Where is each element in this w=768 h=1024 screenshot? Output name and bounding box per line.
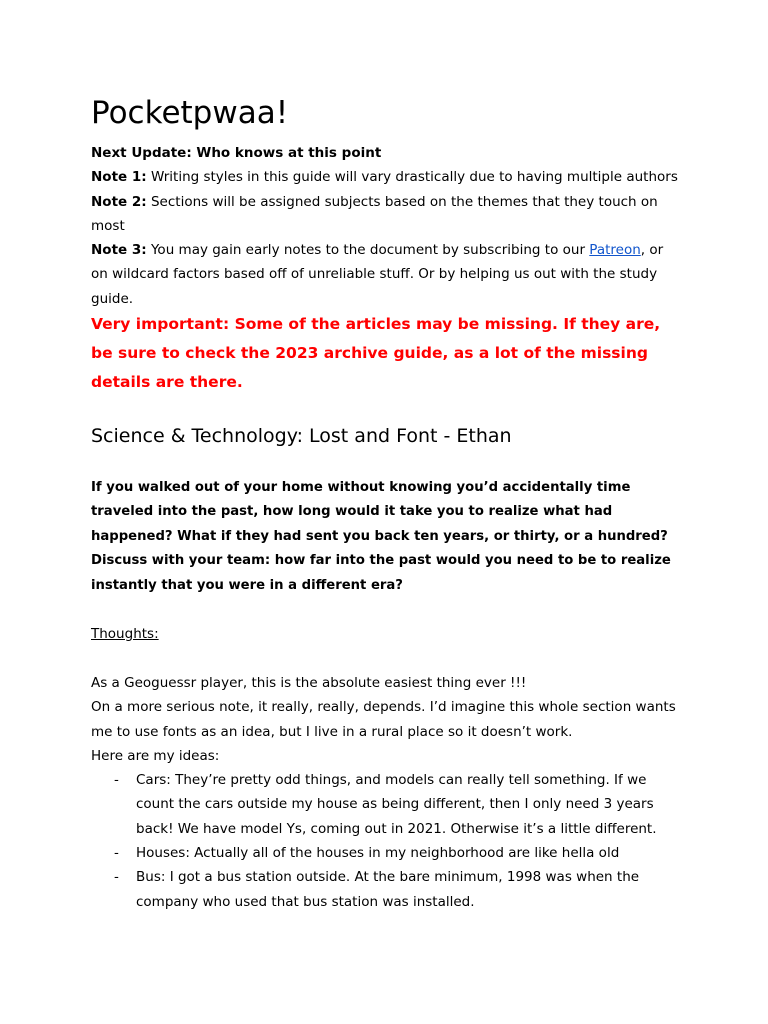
ideas-list: [91, 768, 681, 914]
list-marker: -: [114, 772, 119, 789]
list-marker: -: [114, 869, 119, 886]
list-item: [91, 865, 681, 914]
note-2-text: Sections will be assigned subjects based on the themes that they touch on most: [91, 193, 658, 234]
note-1-text: Writing styles in this guide will vary drastically due to having multiple authors: [146, 169, 678, 186]
idea-houses: Houses: Actually all of the houses in my neighborhood are like hella old: [136, 845, 620, 862]
list-item: [91, 768, 681, 841]
section-heading: Science & Technology: Lost and Font - Ethan: [91, 425, 512, 447]
idea-cars: Cars: They’re pretty odd things, and models can really tell something. If we count the cars outside my house as being different, then I only need 3 years back! We have model Ys, coming out in 2021. Otherwise it’s a little different.: [136, 772, 657, 837]
note-1-label: Note 1:: [91, 169, 147, 186]
note-2: [91, 190, 681, 239]
note-2-label: Note 2:: [91, 193, 147, 210]
section-prompt: If you walked out of your home without knowing you’d accidentally time traveled into the past, how long would it take you to realize what had happened? What if they had sent you back ten years, or thirty, or a hundred? Discuss with your team: how far into the past would you need to be to realize instantly that you were in a different era?: [91, 480, 671, 593]
note-3-text-before: You may gain early notes to the document by subscribing to our: [146, 242, 590, 259]
list-item: [91, 841, 681, 865]
next-update-text: Next Update: Who knows at this point: [91, 145, 382, 161]
next-update-line: [91, 141, 681, 165]
note-3: [91, 238, 681, 311]
paragraph-geoguessr: As a Geoguessr player, this is the absolute easiest thing ever !!!: [91, 675, 527, 691]
paragraph-serious-note: On a more serious note, it really, really, depends. I’d imagine this whole section wants me to use fonts as an idea, but I live in a rural place so it doesn’t work.: [91, 699, 676, 740]
notes-block: [91, 141, 681, 311]
document-title: Pocketpwaa!: [91, 95, 289, 131]
thoughts-label: Thoughts:: [91, 626, 159, 642]
paragraph-ideas-intro: Here are my ideas:: [91, 747, 220, 764]
list-marker: -: [114, 845, 119, 862]
thoughts-body: [91, 671, 681, 914]
note-3-label: Note 3:: [91, 242, 147, 259]
note-3-text-after: , or on wildcard factors based off of unreliable stuff. Or by helping us out with the study guide.: [91, 242, 664, 307]
patreon-link[interactable]: Patreon: [589, 242, 641, 259]
note-1: [91, 165, 681, 189]
important-notice: Very important: Some of the articles may be missing. If they are, be sure to check the 2023 archive guide, as a lot of the missing details are there.: [91, 315, 661, 391]
idea-bus: Bus: I got a bus station outside. At the bare minimum, 1998 was when the company who used that bus station was installed.: [136, 869, 640, 910]
